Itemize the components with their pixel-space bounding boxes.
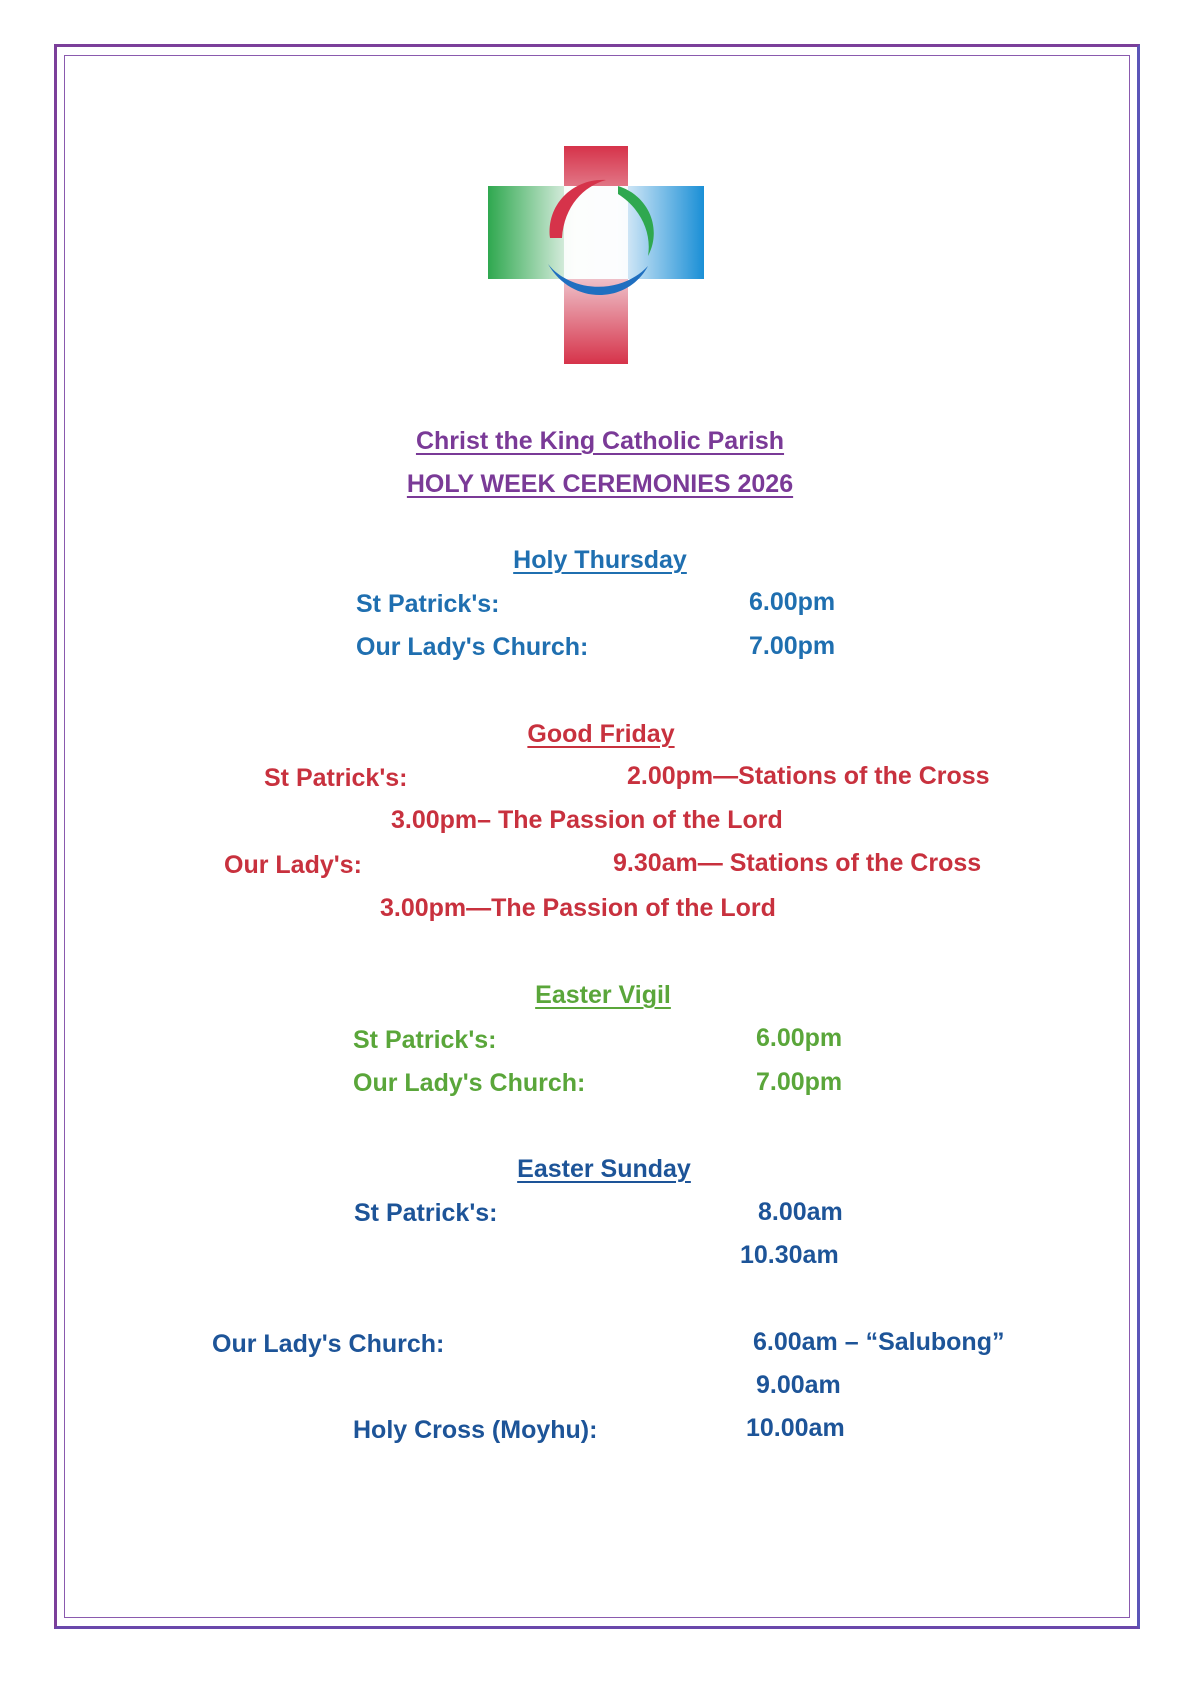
holy-thursday-time-2: 7.00pm (749, 632, 836, 660)
easter-sunday-our-ladys-place: Our Lady's Church: (212, 1330, 445, 1358)
easter-vigil-time-2: 7.00pm (756, 1068, 843, 1096)
parish-name: Christ the King Catholic Parish (415, 427, 785, 455)
easter-sunday-holy-cross-time: 10.00am (746, 1414, 845, 1442)
holy-thursday-place-2: Our Lady's Church: (356, 633, 589, 661)
good-friday-heading: Good Friday (527, 720, 675, 748)
holy-thursday-time-1: 6.00pm (749, 588, 836, 616)
good-friday-st-patricks-place: St Patrick's: (264, 764, 408, 792)
good-friday-our-ladys-place: Our Lady's: (224, 851, 362, 879)
easter-vigil-place-1: St Patrick's: (353, 1026, 497, 1054)
good-friday-our-ladys-line-1: 9.30am— Stations of the Cross (613, 849, 982, 877)
easter-sunday-our-ladys-time-2: 9.00am (756, 1371, 841, 1399)
page-title: HOLY WEEK CEREMONIES 2026 (406, 470, 794, 498)
easter-sunday-st-patricks-time-1: 8.00am (758, 1198, 843, 1226)
good-friday-our-ladys-line-2: 3.00pm—The Passion of the Lord (380, 894, 776, 922)
easter-vigil-place-2: Our Lady's Church: (353, 1069, 586, 1097)
easter-vigil-time-1: 6.00pm (756, 1024, 843, 1052)
holy-thursday-heading: Holy Thursday (513, 546, 687, 574)
easter-sunday-heading: Easter Sunday (517, 1155, 691, 1183)
good-friday-st-patricks-line-2: 3.00pm– The Passion of the Lord (391, 806, 783, 834)
easter-sunday-holy-cross-place: Holy Cross (Moyhu): (353, 1416, 598, 1444)
holy-thursday-place-1: St Patrick's: (356, 590, 500, 618)
good-friday-st-patricks-line-1: 2.00pm—Stations of the Cross (627, 762, 990, 790)
parish-cross-logo (488, 146, 704, 364)
easter-sunday-st-patricks-time-2: 10.30am (740, 1241, 839, 1269)
easter-sunday-st-patricks-place: St Patrick's: (354, 1199, 498, 1227)
easter-sunday-our-ladys-time-1: 6.00am – “Salubong” (753, 1328, 1005, 1356)
easter-vigil-heading: Easter Vigil (535, 981, 671, 1009)
